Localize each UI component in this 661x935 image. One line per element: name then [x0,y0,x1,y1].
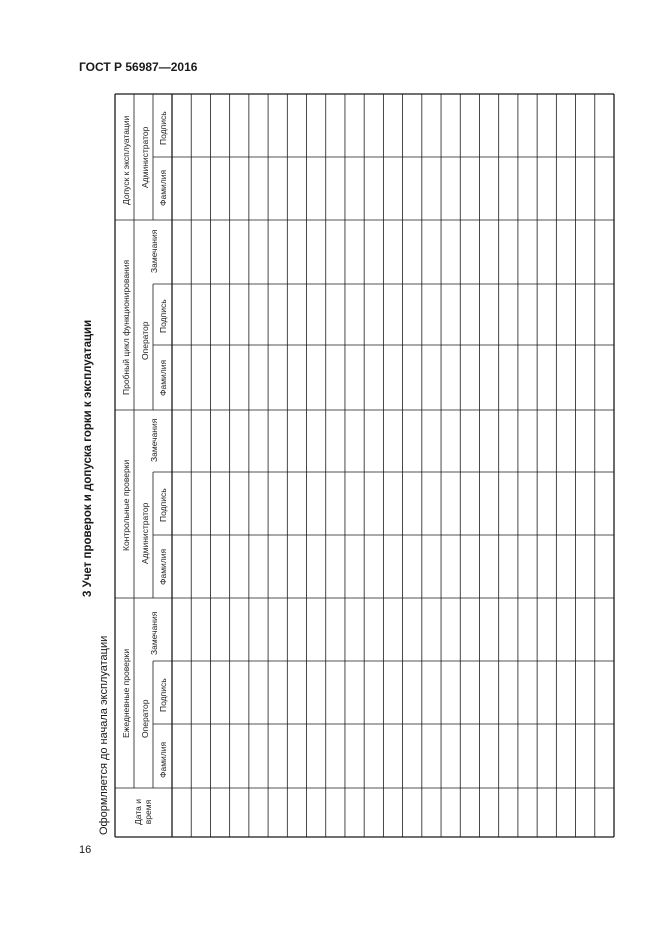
header-daily-operator: Оператор [140,699,150,738]
header-trial-surname: Фамилия [158,359,168,396]
header-control-administrator: Администратор [140,502,150,564]
header-admission-signature: Подпись [158,111,168,145]
header-admission-administrator: Администратор [140,126,150,188]
header-daily-surname: Фамилия [158,741,168,778]
header-trial-operator: Оператор [140,321,150,360]
page-number: 16 [79,844,92,856]
header-control-surname: Фамилия [158,548,168,585]
header-control-remarks: Замечания [149,418,159,462]
header-control-signature: Подпись [158,488,168,522]
header-trial-signature: Подпись [158,299,168,333]
standard-code: ГОСТ Р 56987—2016 [79,60,198,74]
section-title: 3 Учет проверок и допуска горки к эксплуатации [82,319,94,597]
header-trial-cycle: Пробный цикл функционирования [121,259,131,395]
header-daily-signature: Подпись [158,678,168,712]
header-control-checks: Контрольные проверки [121,459,131,551]
section-note: Оформляется до начала эксплуатации [98,635,110,835]
header-admission: Допуск к эксплуатации [121,115,131,205]
header-daily-remarks: Замечания [149,611,159,655]
header-trial-remarks: Замечания [149,229,159,273]
header-daily-checks: Ежедневные проверки [121,648,131,738]
header-admission-surname: Фамилия [158,169,168,206]
header-date-time: Дата и время [133,799,153,825]
